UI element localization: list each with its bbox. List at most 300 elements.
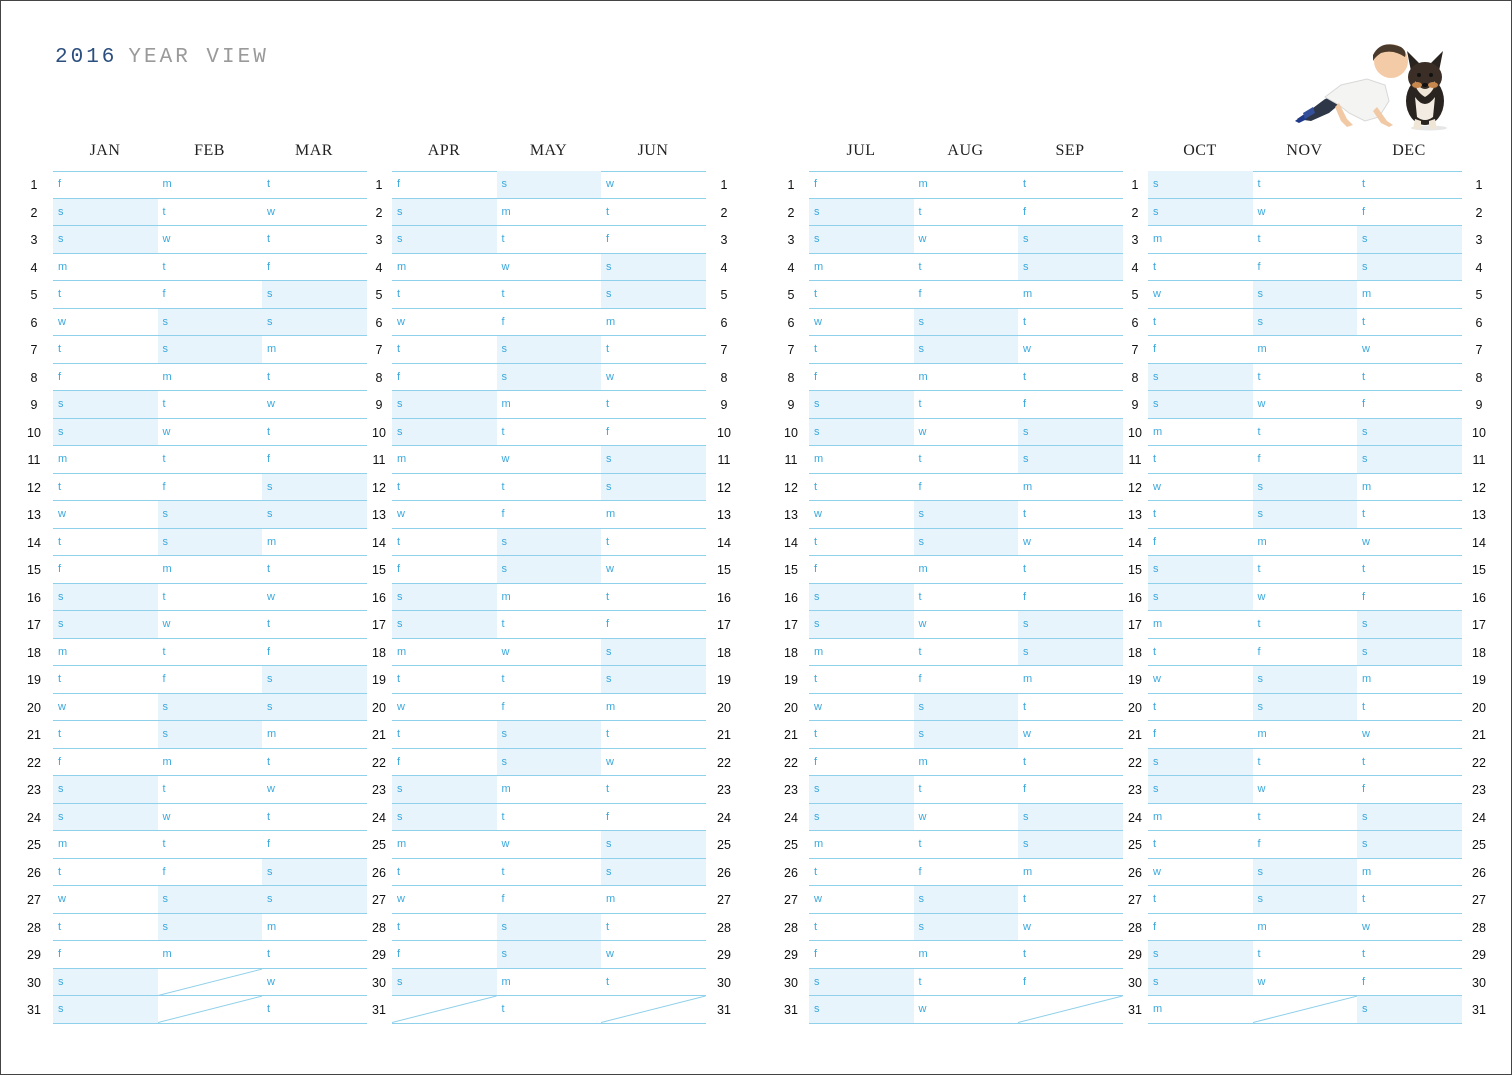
row-number: 20 bbox=[717, 700, 731, 715]
row-number: 11 bbox=[717, 453, 731, 467]
day-cell bbox=[809, 171, 914, 199]
day-cell bbox=[809, 446, 914, 474]
weekday-letter: m bbox=[1362, 865, 1372, 878]
day-cell bbox=[601, 556, 706, 584]
row-number: 8 bbox=[720, 370, 728, 385]
weekday-letter: w bbox=[397, 893, 405, 905]
day-cell bbox=[158, 804, 263, 832]
weekday-letter: w bbox=[1023, 343, 1031, 355]
day-cell bbox=[809, 199, 914, 227]
day-cell bbox=[392, 749, 497, 777]
weekday-letter: s bbox=[58, 810, 64, 823]
empty-day-slash bbox=[392, 996, 497, 1024]
weekday-letter: t bbox=[1023, 893, 1027, 905]
day-cell bbox=[262, 639, 367, 667]
weekday-letter: s bbox=[918, 920, 924, 933]
weekday-letter: w bbox=[918, 425, 927, 438]
day-cell bbox=[914, 171, 1019, 199]
row-number: 12 bbox=[27, 480, 41, 495]
day-cell bbox=[1253, 391, 1358, 419]
weekday-letter: w bbox=[58, 700, 66, 713]
day-cell bbox=[1018, 584, 1123, 612]
row-number: 28 bbox=[1472, 920, 1486, 935]
day-cell bbox=[1357, 309, 1462, 337]
row-number: 23 bbox=[717, 783, 731, 797]
day-cell bbox=[53, 584, 158, 612]
weekday-letter: f bbox=[1153, 343, 1157, 355]
weekday-letter: m bbox=[918, 948, 928, 960]
weekday-letter: w bbox=[606, 563, 614, 575]
day-cell bbox=[53, 474, 158, 502]
row-number: 5 bbox=[375, 288, 383, 302]
weekday-letter: t bbox=[58, 673, 62, 685]
row-number: 4 bbox=[1131, 260, 1139, 275]
weekday-letter: t bbox=[1362, 700, 1366, 713]
day-cell bbox=[392, 804, 497, 832]
day-cell bbox=[1148, 254, 1253, 282]
day-cell bbox=[1253, 309, 1358, 337]
weekday-letter: s bbox=[267, 480, 273, 493]
weekday-letter: t bbox=[1023, 755, 1027, 768]
row-number: 22 bbox=[717, 755, 731, 770]
row-number: 23 bbox=[1472, 783, 1486, 797]
row-number: 3 bbox=[375, 233, 383, 247]
row-number: 31 bbox=[717, 1003, 731, 1017]
weekday-letter: s bbox=[1362, 810, 1368, 823]
day-cell bbox=[262, 474, 367, 502]
weekday-letter: t bbox=[1153, 453, 1157, 465]
weekday-letter: t bbox=[814, 288, 818, 300]
day-cell bbox=[1253, 336, 1358, 364]
row-number: 19 bbox=[27, 673, 41, 687]
day-cell bbox=[601, 831, 706, 859]
day-cell bbox=[53, 969, 158, 997]
weekday-letter: w bbox=[501, 838, 510, 850]
weekday-letter: s bbox=[267, 315, 273, 328]
row-number: 8 bbox=[1475, 370, 1483, 385]
row-number: 27 bbox=[1128, 893, 1142, 907]
row-number: 30 bbox=[784, 975, 798, 990]
day-cell bbox=[1253, 969, 1358, 997]
weekday-letter: f bbox=[918, 673, 922, 685]
day-cell bbox=[53, 446, 158, 474]
day-cell bbox=[262, 611, 367, 639]
row-number: 6 bbox=[375, 315, 383, 330]
day-cell bbox=[497, 501, 602, 529]
day-cell bbox=[1018, 391, 1123, 419]
day-cell bbox=[392, 336, 497, 364]
weekday-letter: t bbox=[918, 205, 922, 218]
day-cell bbox=[497, 309, 602, 337]
row-number: 20 bbox=[1128, 700, 1142, 715]
day-cell bbox=[262, 281, 367, 309]
weekday-letter: m bbox=[501, 398, 511, 410]
weekday-letter: t bbox=[267, 1003, 271, 1015]
row-number: 23 bbox=[372, 783, 386, 797]
day-cell bbox=[497, 914, 602, 942]
day-cell bbox=[158, 721, 263, 749]
day-cell bbox=[1018, 941, 1123, 969]
day-cell bbox=[262, 309, 367, 337]
weekday-letter: t bbox=[918, 398, 922, 410]
day-cell bbox=[392, 171, 497, 199]
month-header-nov: NOV bbox=[1286, 142, 1323, 159]
day-cell bbox=[53, 281, 158, 309]
day-cell bbox=[809, 611, 914, 639]
day-cell bbox=[158, 694, 263, 722]
weekday-letter: t bbox=[814, 343, 818, 355]
title-text: YEAR VIEW bbox=[128, 46, 269, 69]
row-number: 2 bbox=[375, 205, 383, 220]
weekday-letter: m bbox=[58, 453, 68, 465]
weekday-letter: s bbox=[397, 783, 403, 795]
day-cell bbox=[1357, 859, 1462, 887]
day-cell bbox=[1253, 529, 1358, 557]
day-cell bbox=[1148, 391, 1253, 419]
day-cell bbox=[1357, 969, 1462, 997]
weekday-letter: t bbox=[397, 728, 401, 740]
day-cell bbox=[1148, 226, 1253, 254]
weekday-letter: t bbox=[162, 453, 166, 465]
day-cell bbox=[809, 886, 914, 914]
row-number: 13 bbox=[784, 508, 798, 522]
weekday-letter: t bbox=[162, 205, 166, 218]
weekday-letter: t bbox=[267, 948, 271, 960]
day-cell bbox=[392, 556, 497, 584]
day-cell bbox=[392, 969, 497, 997]
day-cell bbox=[1148, 666, 1253, 694]
row-number: 4 bbox=[787, 260, 795, 275]
weekday-letter: s bbox=[267, 865, 273, 878]
day-cell bbox=[914, 776, 1019, 804]
day-cell bbox=[914, 391, 1019, 419]
weekday-letter: s bbox=[162, 893, 168, 905]
weekday-letter: s bbox=[58, 590, 64, 603]
weekday-letter: m bbox=[267, 920, 277, 933]
row-number: 15 bbox=[27, 563, 41, 577]
row-number: 14 bbox=[784, 535, 798, 550]
day-cell bbox=[262, 529, 367, 557]
weekday-letter: s bbox=[1023, 838, 1029, 850]
weekday-letter: t bbox=[397, 343, 401, 355]
day-cell bbox=[1253, 941, 1358, 969]
weekday-letter: f bbox=[267, 838, 271, 850]
weekday-letter: s bbox=[814, 783, 820, 795]
weekday-letter: t bbox=[606, 728, 610, 740]
day-cell bbox=[1148, 171, 1253, 199]
weekday-letter: s bbox=[501, 343, 507, 355]
day-cell bbox=[262, 199, 367, 227]
day-cell bbox=[1018, 694, 1123, 722]
weekday-letter: f bbox=[1153, 535, 1157, 548]
day-cell bbox=[53, 721, 158, 749]
weekday-letter: s bbox=[1023, 645, 1029, 658]
row-number: 29 bbox=[372, 948, 386, 962]
day-cell bbox=[158, 254, 263, 282]
day-cell bbox=[914, 556, 1019, 584]
row-number: 11 bbox=[1472, 453, 1486, 467]
weekday-letter: s bbox=[397, 590, 403, 603]
row-number: 7 bbox=[787, 343, 795, 357]
weekday-letter: f bbox=[1023, 205, 1027, 218]
weekday-letter: f bbox=[606, 618, 610, 630]
weekday-letter: t bbox=[397, 288, 401, 300]
day-cell bbox=[1253, 171, 1358, 199]
weekday-letter: f bbox=[814, 563, 818, 575]
weekday-letter: m bbox=[1153, 233, 1163, 245]
row-number: 2 bbox=[30, 205, 38, 220]
day-cell bbox=[497, 941, 602, 969]
row-number: 10 bbox=[27, 425, 41, 440]
day-cell bbox=[601, 336, 706, 364]
row-number: 22 bbox=[27, 755, 41, 770]
day-cell bbox=[158, 419, 263, 447]
day-cell bbox=[914, 941, 1019, 969]
weekday-letter: s bbox=[58, 425, 64, 438]
row-number: 15 bbox=[372, 563, 386, 577]
weekday-letter: f bbox=[397, 948, 401, 960]
row-number: 19 bbox=[1128, 673, 1142, 687]
weekday-letter: t bbox=[1362, 370, 1366, 383]
weekday-letter: m bbox=[1362, 673, 1372, 685]
weekday-letter: t bbox=[606, 975, 610, 988]
day-cell bbox=[1357, 584, 1462, 612]
empty-day-cell bbox=[601, 996, 706, 1024]
day-cell bbox=[262, 336, 367, 364]
day-cell bbox=[1253, 474, 1358, 502]
row-number: 5 bbox=[787, 288, 795, 302]
weekday-letter: m bbox=[1362, 480, 1372, 493]
weekday-letter: w bbox=[1153, 673, 1161, 685]
day-cell bbox=[392, 309, 497, 337]
weekday-letter: t bbox=[501, 288, 505, 300]
weekday-letter: t bbox=[1362, 563, 1366, 575]
weekday-letter: s bbox=[814, 425, 820, 438]
day-cell bbox=[53, 199, 158, 227]
row-number: 14 bbox=[1128, 535, 1142, 550]
day-cell bbox=[1018, 859, 1123, 887]
day-cell bbox=[1253, 226, 1358, 254]
day-cell bbox=[497, 364, 602, 392]
weekday-letter: f bbox=[1362, 975, 1366, 988]
weekday-letter: m bbox=[814, 260, 824, 273]
day-cell bbox=[914, 584, 1019, 612]
weekday-letter: f bbox=[1362, 783, 1366, 795]
row-number: 14 bbox=[717, 535, 731, 550]
weekday-letter: s bbox=[162, 508, 168, 520]
weekday-letter: m bbox=[918, 370, 928, 383]
weekday-letter: m bbox=[267, 728, 277, 740]
row-number: 23 bbox=[27, 783, 41, 797]
weekday-letter: t bbox=[397, 673, 401, 685]
day-cell bbox=[1357, 556, 1462, 584]
day-cell bbox=[1253, 556, 1358, 584]
weekday-letter: s bbox=[1362, 618, 1368, 630]
weekday-letter: s bbox=[397, 618, 403, 630]
day-cell bbox=[1357, 254, 1462, 282]
row-number: 5 bbox=[720, 288, 728, 302]
weekday-letter: f bbox=[58, 178, 62, 190]
weekday-letter: f bbox=[397, 755, 401, 768]
day-cell bbox=[1357, 639, 1462, 667]
day-cell bbox=[1148, 419, 1253, 447]
day-cell bbox=[914, 364, 1019, 392]
day-cell bbox=[53, 501, 158, 529]
day-cell bbox=[497, 281, 602, 309]
row-number: 9 bbox=[787, 398, 795, 412]
row-number: 22 bbox=[784, 755, 798, 770]
row-number: 10 bbox=[784, 425, 798, 440]
weekday-letter: s bbox=[397, 205, 403, 218]
weekday-letter: w bbox=[1362, 920, 1370, 933]
weekday-letter: s bbox=[1023, 618, 1029, 630]
row-number: 7 bbox=[720, 343, 728, 357]
weekday-letter: m bbox=[501, 590, 511, 603]
day-cell bbox=[809, 336, 914, 364]
empty-day-slash bbox=[1018, 996, 1123, 1024]
weekday-letter: s bbox=[606, 673, 612, 685]
row-number: 7 bbox=[30, 343, 38, 357]
weekday-letter: t bbox=[501, 1003, 505, 1015]
weekday-letter: s bbox=[814, 810, 820, 823]
row-number: 27 bbox=[784, 893, 798, 907]
row-number: 16 bbox=[784, 590, 798, 605]
row-number: 16 bbox=[27, 590, 41, 605]
day-cell bbox=[1018, 474, 1123, 502]
day-cell bbox=[392, 776, 497, 804]
row-number: 18 bbox=[1128, 645, 1142, 660]
weekday-letter: t bbox=[501, 480, 505, 493]
day-cell bbox=[392, 859, 497, 887]
weekday-letter: t bbox=[1023, 563, 1027, 575]
row-number: 26 bbox=[27, 865, 41, 880]
weekday-letter: w bbox=[1362, 343, 1370, 355]
empty-day-cell bbox=[158, 969, 263, 997]
weekday-letter: s bbox=[1257, 508, 1263, 520]
weekday-letter: s bbox=[501, 370, 507, 383]
weekday-letter: t bbox=[814, 535, 818, 548]
day-cell bbox=[914, 721, 1019, 749]
day-cell bbox=[914, 831, 1019, 859]
day-cell bbox=[914, 969, 1019, 997]
weekday-letter: t bbox=[606, 535, 610, 548]
weekday-letter: f bbox=[1023, 590, 1027, 603]
day-cell bbox=[1357, 529, 1462, 557]
weekday-letter: s bbox=[58, 783, 64, 795]
weekday-letter: t bbox=[918, 590, 922, 603]
row-number: 12 bbox=[1472, 480, 1486, 495]
row-number: 12 bbox=[372, 480, 386, 495]
day-cell bbox=[1253, 419, 1358, 447]
row-number: 13 bbox=[717, 508, 731, 522]
day-cell bbox=[53, 336, 158, 364]
day-cell bbox=[601, 914, 706, 942]
day-cell bbox=[158, 611, 263, 639]
day-cell bbox=[1253, 749, 1358, 777]
row-number: 17 bbox=[784, 618, 798, 632]
day-cell bbox=[497, 529, 602, 557]
weekday-letter: m bbox=[918, 755, 928, 768]
weekday-letter: s bbox=[606, 645, 612, 658]
weekday-letter: t bbox=[501, 425, 505, 438]
row-number: 1 bbox=[30, 178, 38, 192]
day-cell bbox=[1253, 639, 1358, 667]
weekday-letter: m bbox=[918, 178, 928, 190]
day-cell bbox=[1148, 446, 1253, 474]
empty-day-slash bbox=[158, 969, 263, 997]
day-cell bbox=[497, 721, 602, 749]
weekday-letter: m bbox=[1023, 673, 1033, 685]
empty-day-cell bbox=[158, 996, 263, 1024]
day-cell bbox=[262, 969, 367, 997]
day-cell bbox=[1148, 941, 1253, 969]
weekday-letter: t bbox=[1153, 645, 1157, 658]
day-cell bbox=[914, 666, 1019, 694]
row-number: 18 bbox=[1472, 645, 1486, 660]
empty-day-cell bbox=[1018, 996, 1123, 1024]
weekday-letter: w bbox=[1023, 920, 1031, 933]
weekday-letter: t bbox=[162, 645, 166, 658]
day-cell bbox=[1357, 941, 1462, 969]
weekday-letter: s bbox=[1362, 453, 1368, 465]
weekday-letter: s bbox=[1362, 425, 1368, 438]
empty-day-slash bbox=[601, 996, 706, 1024]
weekday-letter: s bbox=[58, 1003, 64, 1015]
row-number: 12 bbox=[784, 480, 798, 495]
day-cell bbox=[1018, 529, 1123, 557]
row-number: 15 bbox=[1128, 563, 1142, 577]
row-number: 18 bbox=[27, 645, 41, 660]
day-cell bbox=[914, 694, 1019, 722]
weekday-letter: f bbox=[1023, 975, 1027, 988]
day-cell bbox=[809, 831, 914, 859]
weekday-letter: t bbox=[1023, 700, 1027, 713]
weekday-letter: w bbox=[397, 508, 405, 520]
weekday-letter: t bbox=[1257, 178, 1261, 190]
row-number: 23 bbox=[784, 783, 798, 797]
weekday-letter: t bbox=[397, 920, 401, 933]
row-number: 17 bbox=[27, 618, 41, 632]
weekday-letter: t bbox=[814, 865, 818, 878]
row-number: 8 bbox=[787, 370, 795, 385]
row-number: 20 bbox=[1472, 700, 1486, 715]
weekday-letter: t bbox=[918, 260, 922, 273]
row-number: 10 bbox=[717, 425, 731, 440]
row-number: 27 bbox=[27, 893, 41, 907]
weekday-letter: t bbox=[814, 920, 818, 933]
day-cell bbox=[914, 419, 1019, 447]
empty-day-cell bbox=[392, 996, 497, 1024]
weekday-letter: m bbox=[1153, 1003, 1163, 1015]
row-number: 30 bbox=[1472, 975, 1486, 990]
day-cell bbox=[601, 666, 706, 694]
weekday-letter: t bbox=[1023, 508, 1027, 520]
day-cell bbox=[601, 969, 706, 997]
weekday-letter: m bbox=[267, 535, 277, 548]
row-number: 12 bbox=[1128, 480, 1142, 495]
row-number: 24 bbox=[784, 810, 798, 825]
day-cell bbox=[53, 831, 158, 859]
day-cell bbox=[809, 721, 914, 749]
day-cell bbox=[1148, 914, 1253, 942]
day-cell bbox=[1018, 226, 1123, 254]
weekday-letter: f bbox=[397, 370, 401, 383]
row-number: 31 bbox=[1472, 1003, 1486, 1017]
weekday-letter: f bbox=[1257, 645, 1261, 658]
weekday-letter: w bbox=[267, 590, 275, 603]
day-cell bbox=[53, 556, 158, 584]
day-cell bbox=[1148, 831, 1253, 859]
